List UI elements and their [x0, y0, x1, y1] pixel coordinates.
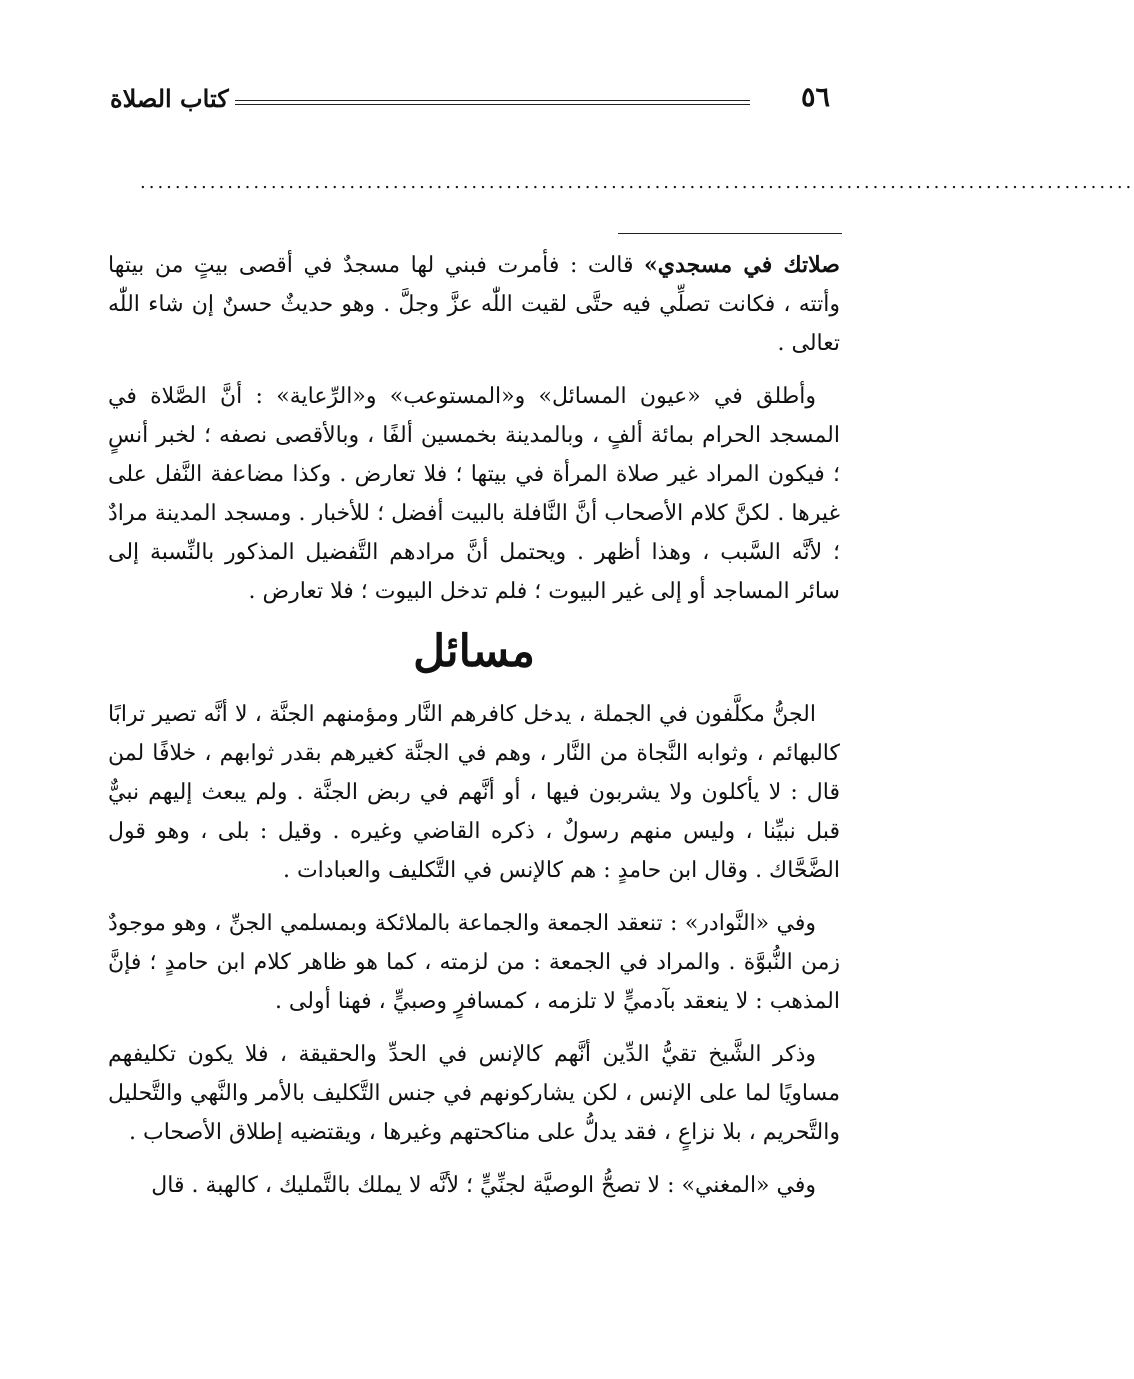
- header-rule: [235, 100, 750, 105]
- paragraph-text: قالت : فأمرت فبني لها مسجدٌ في أقصى بيتٍ من بيتها وأتته ، فكانت تصلِّي فيه حتَّى لقيت اللّٰه عزَّ وجلَّ . وهو حديثٌ حسنٌ إن شاء اللّٰه تعالى .: [108, 253, 840, 356]
- page-header: [110, 82, 830, 122]
- paragraph: الجنُّ مكلَّفون في الجملة ، يدخل كافرهم النَّار ومؤمنهم الجنَّة ، لا أنَّه تصير ترابًا كالبهائم ، وثوابه النَّجاة من النَّار ، وهم في الجنَّة كغيرهم بقدر ثوابهم ، خلافًا لمن قال : لا يأكلون ولا يشربون فيها ، أو أنَّهم في ربض الجنَّة . ولم يبعث إليهم نبيٌّ قبل نبيِّنا ، وليس منهم رسولٌ ، ذكره القاضي وغيره . وقيل : بلى ، وهو قول الضَّحَّاك . وقال ابن حامدٍ : هم كالإنس في التَّكليف والعبادات .: [108, 702, 840, 883]
- paragraph: وفي «النَّوادر» : تنعقد الجمعة والجماعة بالملائكة وبمسلمي الجنِّ ، وهو موجودٌ زمن النُّبوَّة . والمراد في الجمعة : من لزمته ، كما هو ظاهر كلام ابن حامدٍ ؛ فإنَّ المذهب : لا ينعقد بآدميٍّ لا تلزمه ، كمسافرٍ وصبيٍّ ، فهنا أولى .: [108, 911, 840, 1014]
- body-text: [108, 246, 840, 1205]
- section-heading: مسائل: [413, 626, 535, 677]
- paragraph: [108, 246, 840, 363]
- quoted-hadith-end: صلاتك في مسجدي»: [644, 252, 840, 278]
- paragraph: وأطلق في «عيون المسائل» و«المستوعب» و«الرِّعاية» : أنَّ الصَّلاة في المسجد الحرام بمائة ألفٍ ، وبالمدينة بخمسين ألفًا ، وبالأقصى نصفه ؛ لخبر أنسٍ ؛ فيكون المراد غير صلاة المرأة في بيتها ؛ فلا تعارض . وكذا مضاعفة النَّفل على غيرها . لكنَّ كلام الأصحاب أنَّ النَّافلة بالبيت أفضل ؛ للأخبار . ومسجد المدينة مرادٌ ؛ لأنَّه السَّبب ، وهذا أظهر . ويحتمل أنَّ مرادهم التَّفضيل المذكور بالنِّسبة إلى سائر المساجد أو إلى غير البيوت ؛ فلم تدخل البيوت ؛ فلا تعارض .: [108, 384, 840, 604]
- page-number: ٥٦: [800, 82, 830, 113]
- separator-dots: ..................................................................................................................: [140, 172, 1134, 193]
- paragraph: وذكر الشَّيخ تقيُّ الدِّين أنَّهم كالإنس في الحدِّ والحقيقة ، فلا يكون تكليفهم مساويًا لما على الإنس ، لكن يشاركونهم في جنس التَّكليف بالأمر والنَّهي والتَّحليل والتَّحريم ، بلا نزاعٍ ، فقد يدلُّ على مناكحتهم وغيرها ، ويقتضيه إطلاق الأصحاب .: [108, 1042, 840, 1145]
- section-rule: [618, 233, 842, 234]
- running-title: كتاب الصلاة: [110, 84, 229, 113]
- paragraph: وفي «المغني» : لا تصحُّ الوصيَّة لجنِّيٍّ ؛ لأنَّه لا يملك بالتَّمليك ، كالهبة . قال: [151, 1173, 816, 1198]
